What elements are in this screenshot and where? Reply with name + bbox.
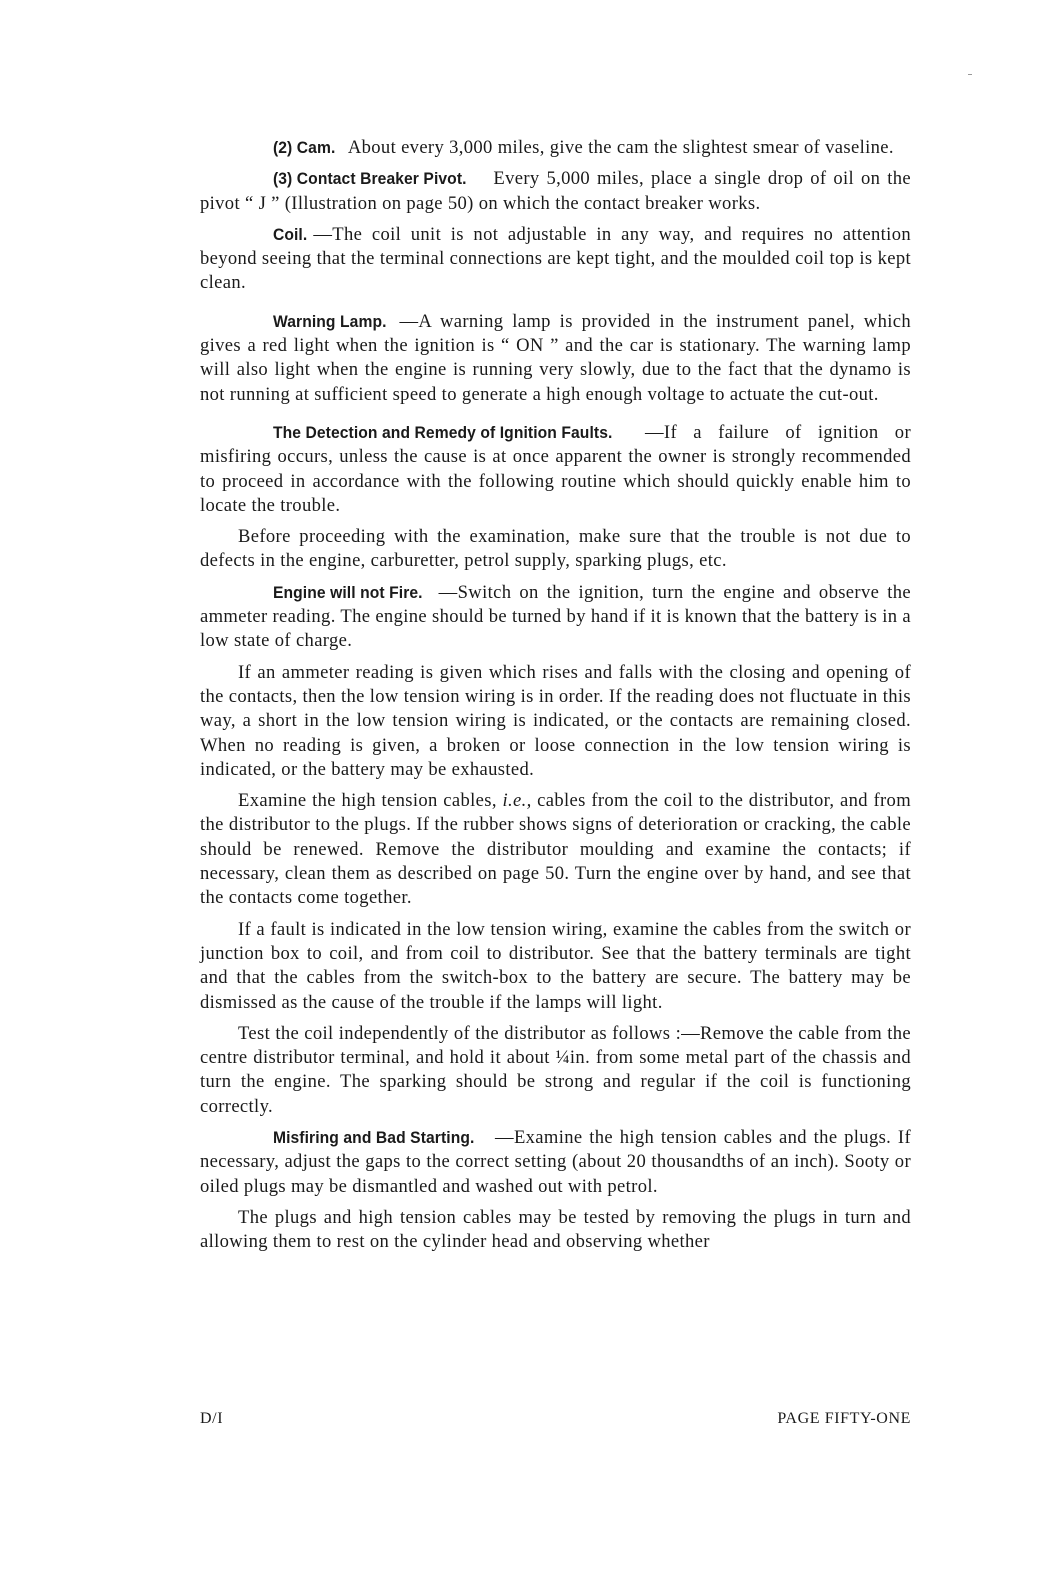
heading-coil: Coil.	[272, 224, 308, 244]
paragraph-text: —The coil unit is not adjustable in any way, and requires no attention beyond seeing that the terminal connections are kept tight, and the moulded coil top is kept clean.	[200, 223, 911, 294]
paragraph-test-coil	[200, 1022, 911, 1119]
paragraph-plugs-tested	[200, 1206, 911, 1255]
heading-misfiring: Misfiring and Bad Starting.	[272, 1127, 475, 1147]
paragraph-text: —A warning lamp is provided in the instrument panel, which gives a red light when the ignition is “ ON ” and the car is stationary. The warning lamp will also light when the engine is running very slowly, due to the fact that the dynamo is not running at sufficient speed to generate a high enough voltage to actuate the cut-out.	[200, 310, 911, 405]
paragraph-ammeter-reading	[200, 661, 911, 782]
paragraph-engine-will-not-fire	[200, 581, 911, 654]
paragraph-text: —Examine the high tension cables and the plugs. If necessary, adjust the gaps to the correct setting (about 20 thousandths of an inch). Sooty or oiled plugs may be dismantled and washed out with petrol.	[200, 1126, 911, 1197]
paragraph-before-proceeding	[200, 525, 911, 574]
paragraph-text: If a fault is indicated in the low tension wiring, examine the cables from the switch or junction box to coil, and from coil to distributor. See that the battery terminals are tight and that the cables from the switch-box to the battery are secure. The battery may be dismissed as the cause of the trouble if the lamps will light.	[200, 918, 911, 1013]
paragraph-contact-breaker-pivot	[200, 167, 911, 216]
paragraph-detection-remedy	[200, 421, 911, 518]
page-body	[200, 136, 911, 1261]
heading-detection-remedy: The Detection and Remedy of Ignition Faults.	[272, 422, 613, 442]
paragraph-low-tension-fault	[200, 918, 911, 1015]
paragraph-warning-lamp	[200, 310, 911, 407]
footer-section-code: D/I	[200, 1410, 224, 1427]
paragraph-text: cables from the coil to the distributor, and from the distributor to the plugs. If the rubber shows signs of deterioration or cracking, the cable should be renewed. Remove the distributor moulding and examine the contacts; if necessary, clean them as described on page 50. Turn the engine over by hand, and see that the contacts come together.	[200, 790, 912, 909]
scan-speck	[968, 74, 972, 75]
heading-warning-lamp: Warning Lamp.	[272, 311, 387, 331]
paragraph-cam	[200, 136, 911, 160]
paragraph-text: Every 5,000 miles, place a single drop of oil on the pivot “ J ” (Illustration on page 50) on which the contact breaker works.	[200, 168, 911, 214]
heading-contact-breaker-pivot: (3) Contact Breaker Pivot.	[272, 169, 467, 189]
paragraph-misfiring	[200, 1126, 911, 1199]
heading-cam: (2) Cam.	[272, 138, 336, 157]
paragraph-text: If an ammeter reading is given which rises and falls with the closing and opening of the contacts, then the low tension wiring is in order. If the reading does not fluctuate in this way, a short in the low tension wiring is indicated, or the contacts are remaining closed. When no reading is given, a broken or loose connection in the low tension wiring is indicated, or the battery may be exhausted.	[200, 661, 911, 780]
italic-ie: i.e.,	[502, 790, 532, 812]
paragraph-text: —Switch on the ignition, turn the engine and observe the ammeter reading. The engine should be turned by hand if it is known that the battery is in a low state of charge.	[200, 581, 911, 652]
heading-engine-will-not-fire: Engine will not Fire.	[272, 582, 423, 602]
paragraph-text: About every 3,000 miles, give the cam the slightest smear of vaseline.	[343, 137, 894, 158]
paragraph-text: Before proceeding with the examination, make sure that the trouble is not due to defects in the engine, carburetter, petrol supply, sparking plugs, etc.	[200, 526, 911, 572]
footer-page-number: PAGE FIFTY-ONE	[777, 1410, 911, 1427]
paragraph-text: —If a failure of ignition or misfiring occurs, unless the cause is at once apparent the owner is strongly recommended to proceed in accordance with the following routine which should quickly enable him to locate the trouble.	[200, 421, 911, 516]
paragraph-text-pre: Examine the high tension cables,	[238, 790, 503, 812]
paragraph-coil	[200, 223, 911, 296]
paragraph-examine-cables	[200, 789, 911, 910]
paragraph-text: The plugs and high tension cables may be tested by removing the plugs in turn and allowing them to rest on the cylinder head and observing whether	[200, 1206, 911, 1253]
paragraph-text: Test the coil independently of the distributor as follows :—Remove the cable from the centre distributor terminal, and hold it about ¼in. from some metal part of the chassis and turn the engine. The sparking should be strong and regular if the coil is functioning correctly.	[200, 1022, 911, 1117]
